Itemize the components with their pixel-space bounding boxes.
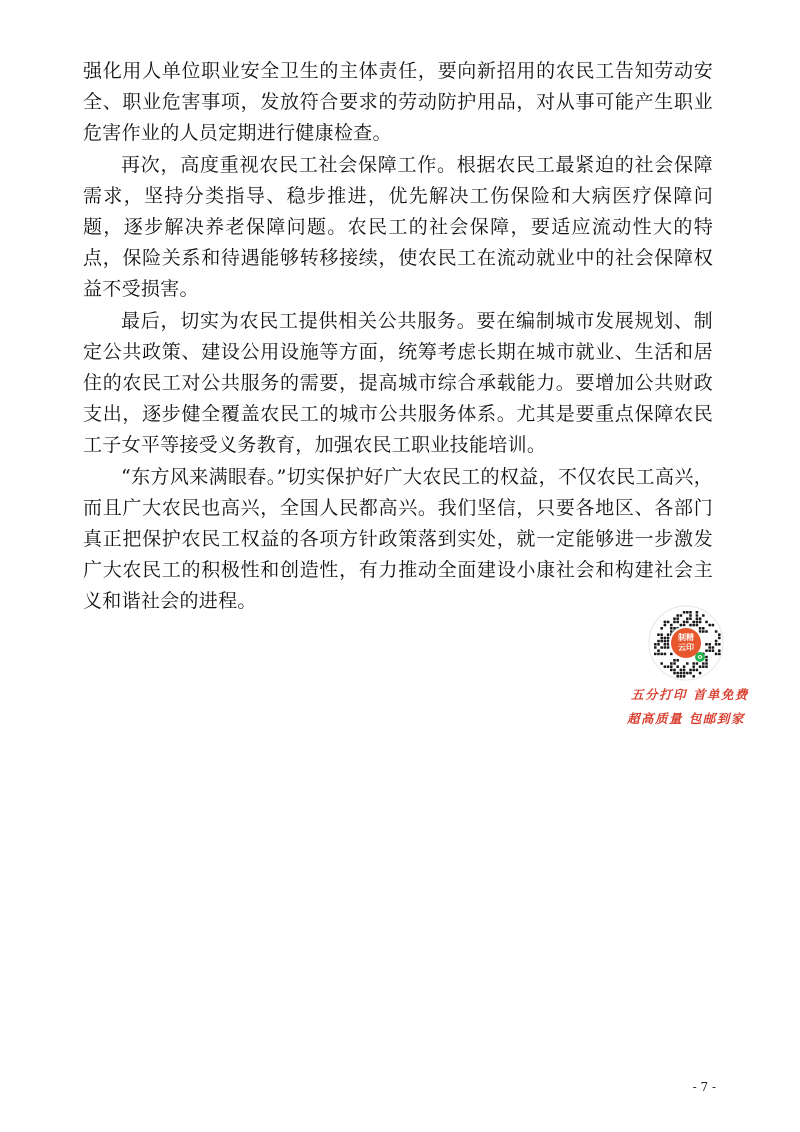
paragraph-1: 强化用人单位职业安全卫生的主体责任，要向新招用的农民工告知劳动安全、职业危害事项，发放符合要求的劳动防护用品，对从事可能产生职业危害作业的人员定期进行健康检查。: [83, 60, 713, 145]
paragraph-4: “东方风来满眼春。”切实保护好广大农民工的权益，不仅农民工高兴，而且广大农民也高兴，全国人民都高兴。我们坚信，只要各地区、各部门真正把保护农民工权益的各项方针政策落到实处，就一定能够进一步激发广大农民工的积极性和创造性，有力推动全面建设小康社会和构建社会主义和谐社会的进程。: [83, 465, 713, 613]
promo-line-1: 五分打印 首单免费: [631, 687, 749, 702]
qr-center-label-bottom: 云印: [678, 643, 694, 652]
mini-program-qr-code[interactable]: [648, 605, 724, 681]
paragraph-2: 再次，高度重视农民工社会保障工作。根据农民工最紧迫的社会保障需求，坚持分类指导、稳步推进，优先解决工伤保险和大病医疗保障问题，逐步解决养老保障问题。农民工的社会保障，要适应流动性大的特点，保险关系和待遇能够转移接续，使农民工在流动就业中的社会保障权益不受损害。: [83, 153, 713, 301]
qr-center-label-top: 制精: [678, 633, 694, 642]
article-body: [83, 56, 713, 618]
page-number: - 7 -: [692, 1080, 716, 1094]
paragraph-3: 最后，切实为农民工提供相关公共服务。要在编制城市发展规划、制定公共政策、建设公用设施等方面，统筹考虑长期在城市就业、生活和居住的农民工对公共服务的需要，提高城市综合承载能力。要增加公共财政支出，逐步健全覆盖农民工的城市公共服务体系。尤其是要重点保障农民工子女平等接受义务教育，加强农民工职业技能培训。: [83, 309, 713, 457]
mini-program-badge-icon: [695, 652, 705, 662]
promo-line-2: 超高质量 包邮到家: [627, 711, 745, 726]
